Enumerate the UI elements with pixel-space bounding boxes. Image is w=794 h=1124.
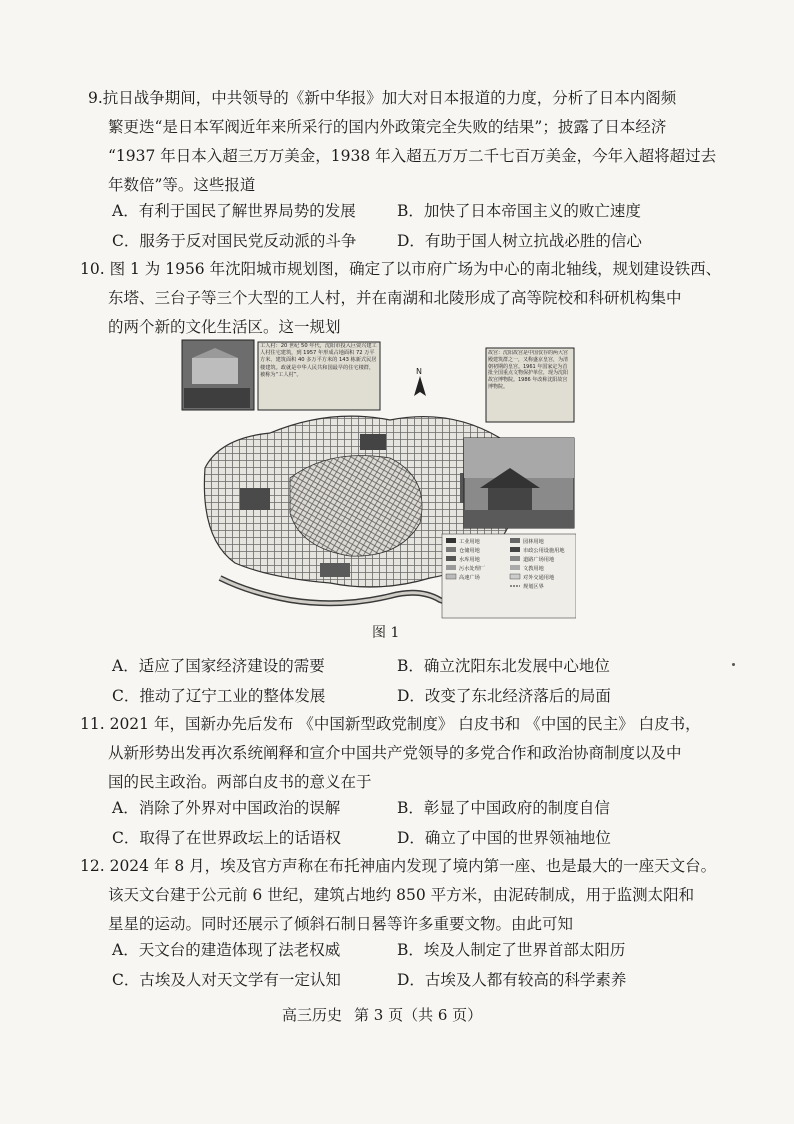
question-11-line: 11. 2021 年，国新办先后发布 《中国新型政党制度》 白皮书和 《中国的民主》 白皮书， <box>80 715 701 733</box>
question-11-line: 从新形势出发再次系统阐释和宣介中国共产党领导的多党合作和政治协商制度以及中 <box>108 744 682 762</box>
question-11-options <box>112 796 702 856</box>
legend-item: 园林用地 <box>523 539 544 545</box>
footer-page-number: 第 3 页（共 6 页） <box>354 1006 483 1024</box>
palace-note: 故宫：沈阳故宫是中国仅存的两大宫殿建筑群之一，又称盛京皇宫，为清朝初期的皇宫。1961 年国家定为首批全国重点文物保护单位，现为沈阳故宫博物院。1986 年改称沈阳故宫博物院。 <box>488 350 569 390</box>
option-b[interactable]: B．加快了日本帝国主义的败亡速度 <box>397 202 641 220</box>
legend-item: 水库用地 <box>459 557 480 563</box>
legend-item: 规划区界 <box>523 584 544 590</box>
legend-item: 高速广场 <box>459 575 480 581</box>
figure-1-map <box>180 338 576 620</box>
option-d[interactable]: D．有助于国人树立抗战必胜的信心 <box>397 232 642 250</box>
question-10-stem <box>80 255 722 342</box>
option-a[interactable]: A．适应了国家经济建设的需要 <box>112 657 325 675</box>
city-core <box>290 456 422 557</box>
question-12-stem <box>80 852 717 939</box>
legend-item: 工业用地 <box>459 539 480 545</box>
option-b[interactable]: B．埃及人制定了世界首部太阳历 <box>397 941 626 959</box>
figure-caption: 图 1 <box>372 625 400 641</box>
question-9-line: “1937 年日本入超三万万美金，1938 年入超五万万二千七百万美金，今年入超将超过去 <box>108 147 717 165</box>
option-b[interactable]: B．确立沈阳东北发展中心地位 <box>397 657 610 675</box>
worker-village-note: 工人村：20 世纪 50 年代，沈阳市投入巨资兴建工人村住宅建筑，到 1957 年形成占地面积 72 万平方米、建筑面积 40 多万平方米的 143 栋新式民居楼建筑。政就是中华人民共和国最早的住宅楼群，被称为“工人村”。 <box>260 343 377 378</box>
scan-speck <box>732 663 735 666</box>
page-footer <box>282 1004 494 1025</box>
legend-item: 市政公用设施用地 <box>523 548 565 554</box>
option-c[interactable]: C．服务于反对国民党反动派的斗争 <box>112 232 357 250</box>
question-10-line: 东塔、三台子等三个大型的工人村，并在南湖和北陵形成了高等院校和科研机构集中 <box>108 289 682 307</box>
option-b[interactable]: B．彰显了中国政府的制度自信 <box>397 799 610 817</box>
question-12-line: 星星的运动。同时还展示了倾斜石制日晷等许多重要文物。由此可知 <box>108 915 574 933</box>
option-d[interactable]: D．古埃及人都有较高的科学素养 <box>397 971 627 989</box>
option-a[interactable]: A．有利于国民了解世界局势的发展 <box>112 202 356 220</box>
legend-item: 文教用地 <box>523 566 544 572</box>
question-9-line: 9.抗日战争期间，中共领导的《新中华报》加大对日本报道的力度，分析了日本内阁频 <box>88 89 677 107</box>
question-10-options <box>112 654 702 714</box>
question-12-line: 12. 2024 年 8 月，埃及官方声称在布托神庙内发现了境内第一座、也是最大的一座天文台。 <box>80 857 717 875</box>
legend-item: 污水处理厂 <box>459 566 485 572</box>
option-d[interactable]: D．改变了东北经济落后的局面 <box>397 687 611 705</box>
option-a[interactable]: A．天文台的建造体现了法老权威 <box>112 941 341 959</box>
option-c[interactable]: C．取得了在世界政坛上的话语权 <box>112 829 341 847</box>
north-arrow-icon <box>414 367 426 396</box>
question-9-options <box>112 199 702 259</box>
question-12-options <box>112 938 702 998</box>
option-c[interactable]: C．古埃及人对天文学有一定认知 <box>112 971 341 989</box>
question-9-stem <box>88 84 717 200</box>
city-plan-map <box>180 338 576 620</box>
question-10-line: 10. 图 1 为 1956 年沈阳城市规划图，确定了以市府广场为中心的南北轴线，规划建设铁西、 <box>80 260 722 278</box>
question-10-line: 的两个新的文化生活区。这一规划 <box>108 318 341 336</box>
footer-subject: 高三历史 <box>282 1006 343 1024</box>
option-d[interactable]: D．确立了中国的世界领袖地位 <box>397 829 611 847</box>
legend-item: 仓储用地 <box>459 548 480 554</box>
question-9-line: 繁更迭“是日本军阀近年来所采行的国内外政策完全失败的结果”；披露了日本经济 <box>108 118 667 136</box>
option-c[interactable]: C．推动了辽宁工业的整体发展 <box>112 687 326 705</box>
question-9-line: 年数倍”等。这些报道 <box>108 176 256 194</box>
map-legend <box>442 534 576 618</box>
legend-item: 对外交通用地 <box>523 575 555 581</box>
question-12-line: 该天文台建于公元前 6 世纪，建筑占地约 850 平方米，由泥砖制成，用于监测太阳和 <box>108 886 695 904</box>
svg-text:N: N <box>416 367 422 376</box>
question-11-line: 国的民主政治。两部白皮书的意义在于 <box>108 773 372 791</box>
legend-item: 道路广场用地 <box>523 557 555 563</box>
option-a[interactable]: A．消除了外界对中国政治的误解 <box>112 799 341 817</box>
question-11-stem <box>80 710 700 797</box>
